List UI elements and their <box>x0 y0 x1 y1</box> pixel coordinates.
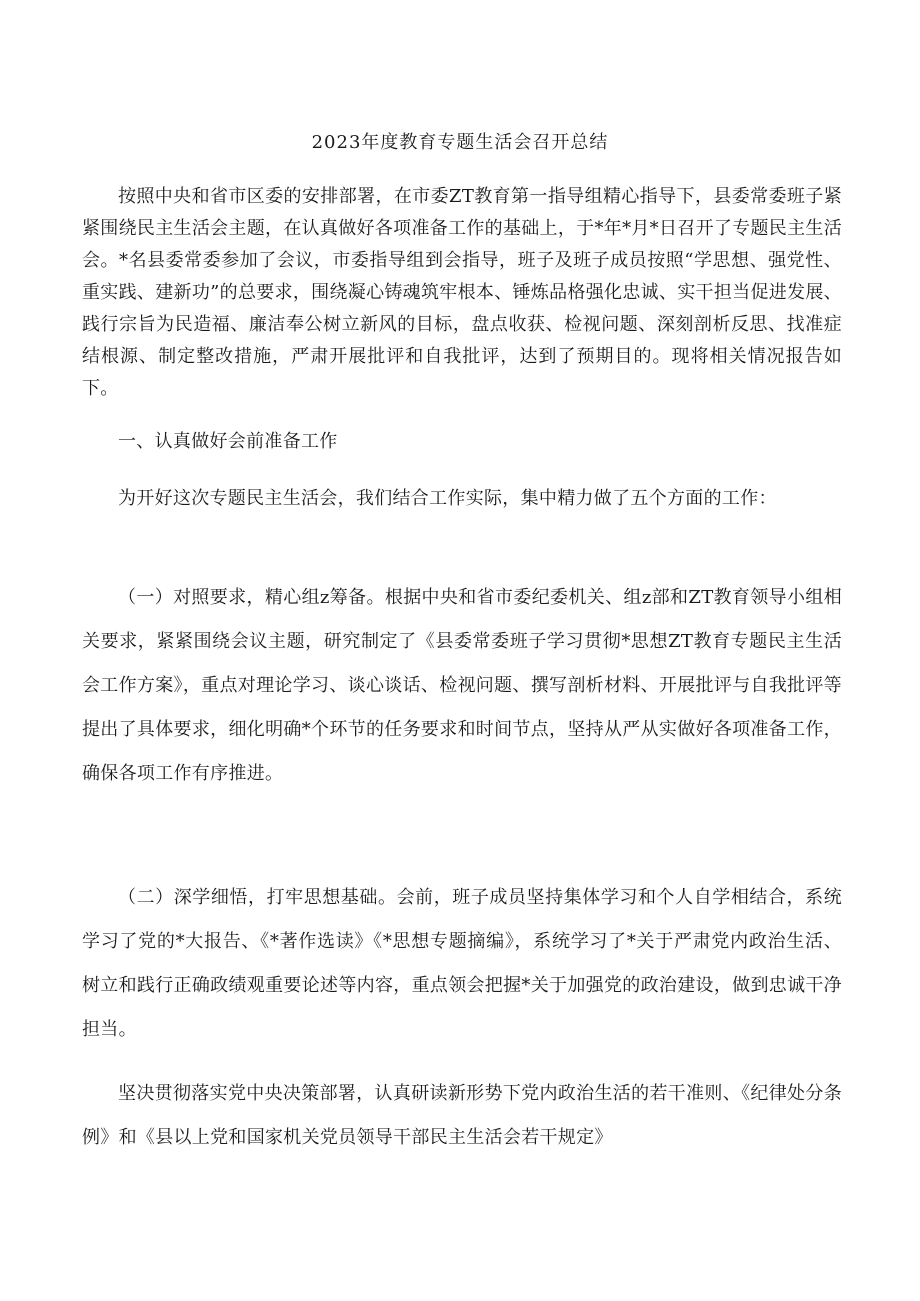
intro-paragraph: 按照中央和省市区委的安排部署，在市委ZT教育第一指导组精心指导下，县委常委班子紧紧围绕民主生活会主题，在认真做好各项准备工作的基础上，于*年*月*日召开了专题民主生活会。*名县委常委参加了会议，市委指导组到会指导，班子及班子成员按照“学思想、强党性、重实践、建新功”的总要求，围绕凝心铸魂筑牢根本、锤炼品格强化忠诚、实干担当促进发展、践行宗旨为民造福、廉洁奉公树立新风的目标，盘点收获、检视问题、深刻剖析反思、找准症结根源、制定整改措施，严肃开展批评和自我批评，达到了预期目的。现将相关情况报告如下。 <box>82 186 842 399</box>
document-title: 2023年度教育专题生活会召开总结 <box>311 132 609 153</box>
item-paragraph-3: 坚决贯彻落实党中央决策部署，认真研读新形势下党内政治生活的若干准则、《纪律处分条例》和《县以上党和国家机关党员领导干部民主生活会若干规定》 <box>82 1083 842 1148</box>
prep-paragraph: 为开好这次专题民主生活会，我们结合工作实际，集中精力做了五个方面的工作： <box>118 488 777 509</box>
section-heading: 一、认真做好会前准备工作 <box>118 431 338 452</box>
item-paragraph-1: （一）对照要求，精心组z筹备。根据中央和省市委纪委机关、组z部和ZT教育领导小组相关要求，紧紧围绕会议主题，研究制定了《县委常委班子学习贯彻*思想ZT教育专题民主生活会工作方案》，重点对理论学习、谈心谈话、检视问题、撰写剖析材料、开展批评与自我批评等提出了具体要求，细化明确*个环节的任务要求和时间节点，坚持从严从实做好各项准备工作，确保各项工作有序推进。 <box>82 587 842 784</box>
item-paragraph-2: （二）深学细悟，打牢思想基础。会前，班子成员坚持集体学习和个人自学相结合，系统学习了党的*大报告、《*著作选读》《*思想专题摘编》，系统学习了*关于严肃党内政治生活、树立和践行正确政绩观重要论述等内容，重点领会把握*关于加强党的政治建设，做到忠诚干净担当。 <box>82 887 842 1040</box>
